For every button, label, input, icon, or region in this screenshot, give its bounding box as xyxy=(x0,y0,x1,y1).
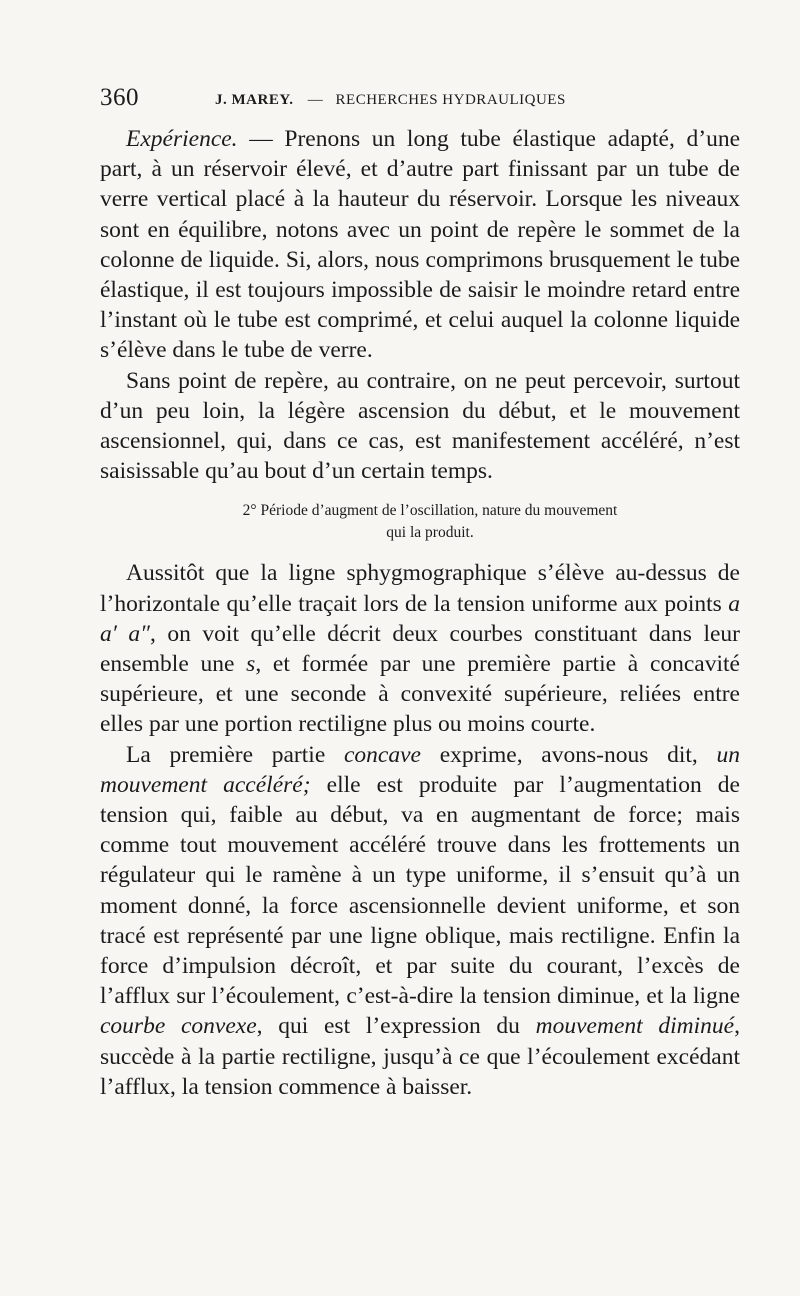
paragraph-sans-repere xyxy=(100,366,740,487)
aussitot-text-c: , et formée par une première partie à concavité supérieure, et une seconde à convexité supérieure, reliées entre elles par une portion rectiligne plus ou moins courte. xyxy=(100,651,740,738)
page-number: 360 xyxy=(100,84,139,111)
paragraph-premiere-partie xyxy=(100,740,740,1102)
aussitot-text-a: Aussitôt que la ligne sphygmographique s’élève au-dessus de l’horizontale qu’elle traçait lors de la tension uniforme aux points xyxy=(100,560,740,617)
premiere-accelere: un mouvement accéléré; xyxy=(100,741,740,798)
premiere-text-d: , qui est l’expression du xyxy=(256,1013,536,1040)
premiere-diminue: mouvement diminué xyxy=(535,1013,735,1040)
header-title: RECHERCHES HYDRAULIQUES xyxy=(335,92,566,108)
premiere-text-b: exprime, avons-nous dit, xyxy=(420,741,717,768)
section-heading-line2: qui la produit. xyxy=(386,524,474,542)
aussitot-points: a a′ a″ xyxy=(100,590,740,647)
aussitot-s: s xyxy=(246,651,256,678)
experience-lead: Expérience. xyxy=(126,126,238,152)
running-header xyxy=(100,84,740,124)
author-name: J. MAREY. xyxy=(215,92,294,108)
premiere-concave: concave xyxy=(343,741,421,768)
sans-repere-text: Sans point de repère, au contraire, on ne peut percevoir, surtout d’un peu loin, la légère ascension du début, et le mouvement ascensionnel, qui, dans ce cas, est manifestement accéléré, n’est saisissable qu’au bout d’un certain temps. xyxy=(100,367,740,485)
section-heading-line1: 2° Période d’augment de l’oscillation, nature du mouvement xyxy=(242,502,618,520)
premiere-text-a: La première partie xyxy=(126,741,344,768)
premiere-text-e: , succède à la partie rectiligne, jusqu’à ce que l’écoulement excédant l’afflux, la tension commence à baisser. xyxy=(100,1013,740,1100)
premiere-courbe: courbe convexe xyxy=(100,1013,257,1040)
header-separator: — xyxy=(307,92,324,108)
section-heading xyxy=(100,500,740,544)
paragraph-aussitot xyxy=(100,558,740,739)
paragraph-experience xyxy=(100,124,740,366)
aussitot-text-b: , on voit qu’elle décrit deux courbes constituant dans leur ensemble une xyxy=(100,620,740,678)
running-title xyxy=(215,92,566,109)
premiere-text-c: elle est produite par l’augmentation de tension qui, faible au début, va en augmentant de force; mais comme tout mouvement accéléré trouve dans les frottements un régulateur qui le ramène à un type uniforme, il s’ensuit qu’à un moment donné, la force ascensionnelle devient uniforme, et son tracé est représenté par une ligne oblique, mais rectiligne. Enfin la force d’impulsion décroît, et par suite du courant, l’excès de l’afflux sur l’écoulement, c’est-à-dire la tension diminue, et la ligne xyxy=(100,771,740,1010)
book-page xyxy=(100,84,740,1102)
experience-text: — Prenons un long tube élastique adapté, d’une part, à un réservoir élevé, et d’autre part finissant par un tube de verre vertical placé à la hauteur du réservoir. Lorsque les niveaux sont en équilibre, notons avec un point de repère le sommet de la colonne de liquide. Si, alors, nous comprimons brusquement le tube élastique, il est toujours impossible de saisir le moindre retard entre l’instant où le tube est comprimé, et celui auquel la colonne liquide s’élève dans le tube de verre. xyxy=(100,126,740,364)
